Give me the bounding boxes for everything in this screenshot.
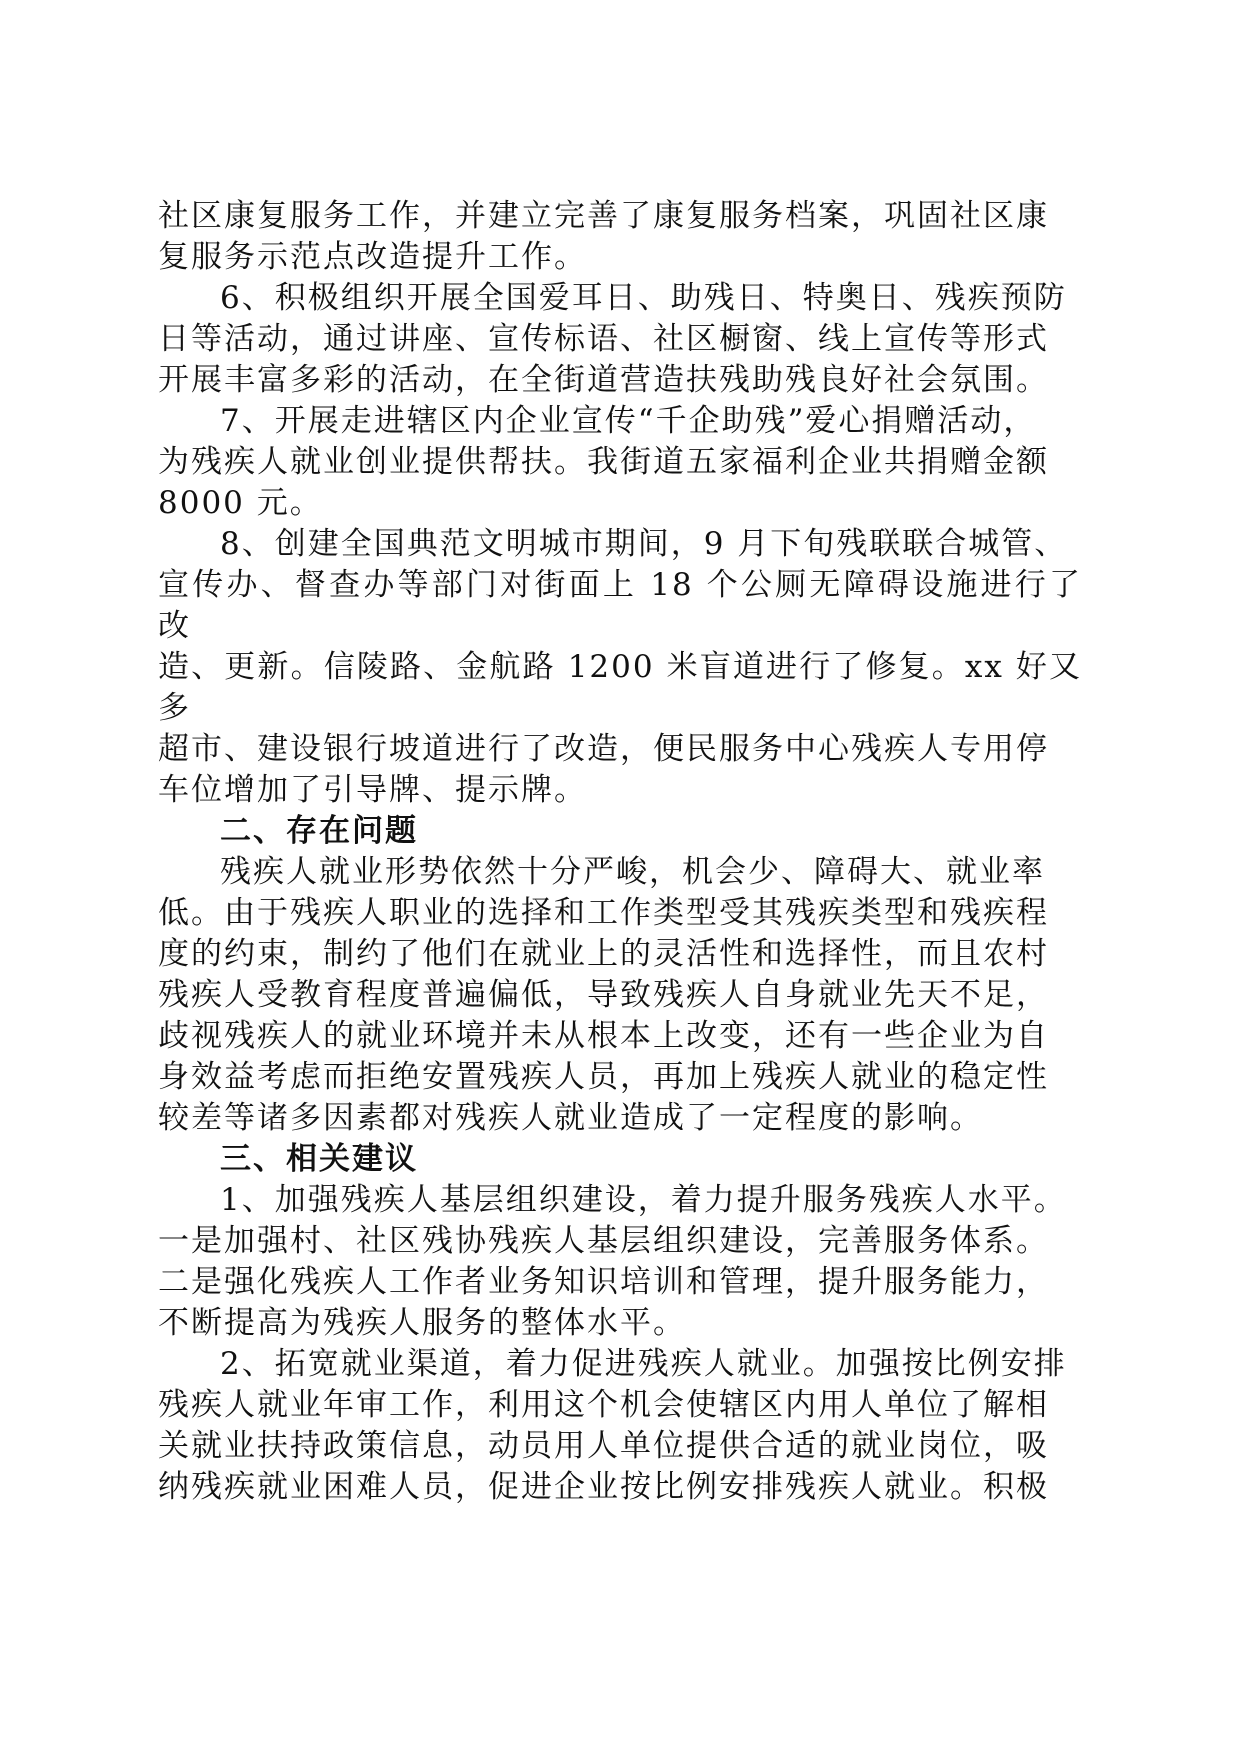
text-line: 残疾人就业形势依然十分严峻，机会少、障碍大、就业率 bbox=[220, 854, 1045, 890]
text-line: 低。由于残疾人职业的选择和工作类型受其残疾类型和残疾程 bbox=[158, 895, 1049, 931]
text-line: 身效益考虑而拒绝安置残疾人员，再加上残疾人就业的稳定性 bbox=[158, 1059, 1049, 1095]
text-line: 为残疾人就业创业提供帮扶。我街道五家福利企业共捐赠金额 bbox=[158, 444, 1049, 480]
text-line: 一是加强村、社区残协残疾人基层组织建设，完善服务体系。 bbox=[158, 1223, 1049, 1259]
section-heading-suggestions: 三、相关建议 bbox=[220, 1141, 418, 1177]
text-line: 7、开展走进辖区内企业宣传“千企助残”爱心捐赠活动， bbox=[220, 403, 1037, 439]
text-line: 复服务示范点改造提升工作。 bbox=[158, 239, 587, 275]
text-line: 超市、建设银行坡道进行了改造，便民服务中心残疾人专用停 bbox=[158, 731, 1049, 767]
paragraph-community-rehab bbox=[158, 196, 1082, 278]
text-line: 车位增加了引导牌、提示牌。 bbox=[158, 772, 587, 808]
text-line: 较差等诸多因素都对残疾人就业造成了一定程度的影响。 bbox=[158, 1100, 983, 1136]
paragraph-item-7 bbox=[158, 401, 1082, 524]
text-line: 纳残疾就业困难人员，促进企业按比例安排残疾人就业。积极 bbox=[158, 1469, 1049, 1505]
text-line: 度的约束，制约了他们在就业上的灵活性和选择性，而且农村 bbox=[158, 936, 1049, 972]
paragraph-item-8 bbox=[158, 524, 1082, 811]
paragraph-suggestion-2 bbox=[158, 1344, 1082, 1508]
text-line: 8000 元。 bbox=[158, 485, 323, 521]
text-line: 残疾人受教育程度普遍偏低，导致残疾人自身就业先天不足， bbox=[158, 977, 1049, 1013]
text-line: 1、加强残疾人基层组织建设，着力提升服务残疾人水平。 bbox=[220, 1182, 1067, 1218]
text-line: 残疾人就业年审工作，利用这个机会使辖区内用人单位了解相 bbox=[158, 1387, 1049, 1423]
text-line: 关就业扶持政策信息，动员用人单位提供合适的就业岗位，吸 bbox=[158, 1428, 1049, 1464]
text-line: 宣传办、督查办等部门对街面上 18 个公厕无障碍设施进行了改 bbox=[158, 567, 1082, 644]
text-line: 歧视残疾人的就业环境并未从根本上改变，还有一些企业为自 bbox=[158, 1018, 1049, 1054]
document-body bbox=[158, 196, 1082, 1508]
text-line: 8、创建全国典范文明城市期间，9 月下旬残联联合城管、 bbox=[220, 526, 1068, 562]
text-line: 造、更新。信陵路、金航路 1200 米盲道进行了修复。xx 好又多 bbox=[158, 649, 1082, 726]
paragraph-item-6 bbox=[158, 278, 1082, 401]
text-line: 二是强化残疾人工作者业务知识培训和管理，提升服务能力， bbox=[158, 1264, 1049, 1300]
text-line: 日等活动，通过讲座、宣传标语、社区橱窗、线上宣传等形式 bbox=[158, 321, 1049, 357]
text-line: 不断提高为残疾人服务的整体水平。 bbox=[158, 1305, 686, 1341]
paragraph-suggestion-1 bbox=[158, 1180, 1082, 1344]
text-line: 6、积极组织开展全国爱耳日、助残日、特奥日、残疾预防 bbox=[220, 280, 1067, 316]
text-line: 社区康复服务工作，并建立完善了康复服务档案，巩固社区康 bbox=[158, 198, 1049, 234]
text-line: 2、拓宽就业渠道，着力促进残疾人就业。加强按比例安排 bbox=[220, 1346, 1067, 1382]
section-heading-problems: 二、存在问题 bbox=[220, 813, 418, 849]
paragraph-problems bbox=[158, 852, 1082, 1139]
text-line: 开展丰富多彩的活动，在全街道营造扶残助残良好社会氛围。 bbox=[158, 362, 1049, 398]
